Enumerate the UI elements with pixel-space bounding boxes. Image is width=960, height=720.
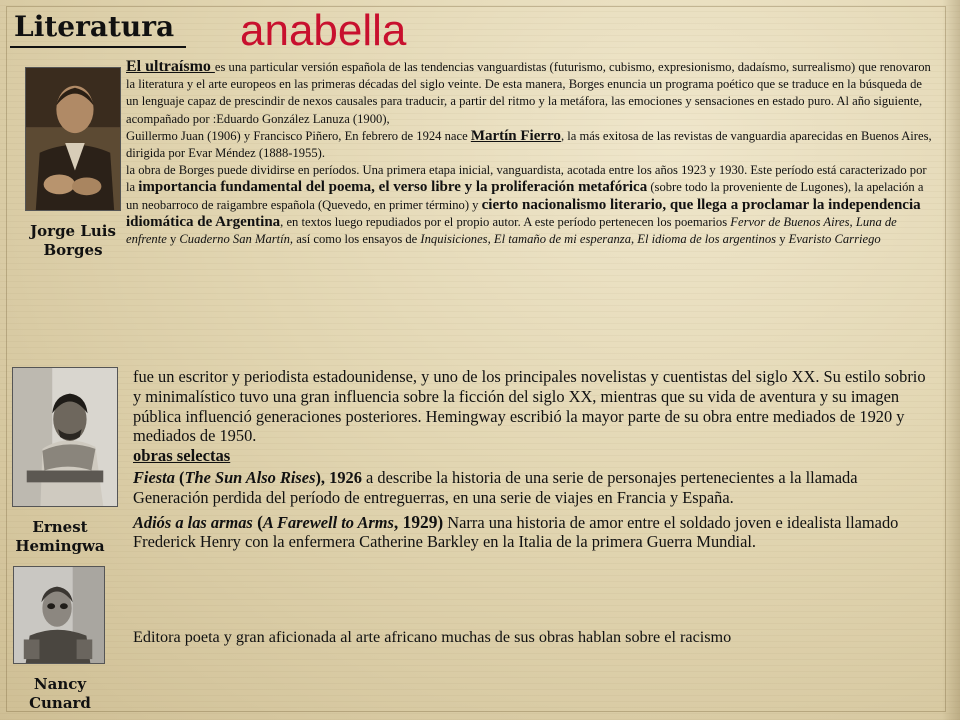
nancy-caption-line1: Nancy [33, 675, 87, 693]
nancy-caption [8, 675, 112, 713]
borges-work-title: Evaristo Carriego [788, 232, 881, 247]
author-name: anabella [240, 6, 407, 55]
borges-text-part: es una particular versión española de las tendencias vanguardistas (futurismo, cubismo, expresionismo, dadaísmo, surrealismo) que renovaron la literatura y el arte europeos en las primeras décadas del siglo veinte. De esta manera, Borges enuncia un programa poético que se traduce en la búsqueda de un lenguaje capaz de prescindir de nexos causales para traducir, a partir del ritmo y la metáfora, las emociones y sensaciones en estado puro. Al año siguiente, acompañado por :Eduardo González Lanuza (1900), [126, 60, 931, 126]
borges-work-title: Cuaderno San Martín, [179, 232, 294, 247]
work-title: Fiesta [133, 467, 175, 487]
borges-text-part: la obra de Borges puede dividirse en períodos. Una primera etapa inicial, vanguardista, acotada entre los años 1923 y 1930. Este período está caracterizado por la [126, 163, 927, 195]
hemingway-text [133, 367, 933, 552]
nancy-bio: Editora poeta y gran aficionada al arte africano muchas de sus obras hablan sobre el racismo [133, 628, 732, 646]
hemingway-work-fiesta [133, 468, 933, 508]
borges-highlight: importancia fundamental del poema, el verso libre y la proliferación metafórica [138, 179, 648, 196]
work-description: a describe la historia de una serie de personajes pertenecientes a la llamada Generación perdida del período de entreguerras, en una serie de viajes en Francia y España. [133, 467, 858, 507]
ultraismo-term: El ultraísmo [126, 58, 215, 75]
martin-fierro-term: Martín Fierro [470, 127, 561, 144]
work-description: Narra una historia de amor entre el soldado joven e idealista llamado Frederick Henry con la enfermera Catherine Barkley en la Italia de la primera Guerra Mundial. [133, 512, 899, 552]
work-paren: , 1929) [393, 511, 444, 532]
borges-text-part: , [631, 232, 638, 247]
borges-work-title: Inquisiciones, El tamaño de mi esperanza [420, 232, 631, 247]
nancy-caption-line2: Cunard [29, 694, 91, 712]
borges-caption-line1: Jorge Luis [30, 222, 116, 240]
work-paren: ( [252, 511, 263, 532]
borges-text-part: , en textos luego repudiados por el propio autor. A este período pertenecen los poemarios [280, 214, 731, 229]
work-original-title: The Sun Also Rises [184, 467, 316, 487]
work-original-title: A Farewell to Arms [262, 512, 394, 532]
borges-text-part: , la más exitosa de las revistas de vanguardia aparecidas en Buenos Aires, dirigida por Evar Méndez (1888-1955). [126, 128, 932, 161]
work-paren: ( [174, 467, 185, 487]
borges-caption-line2: Borges [43, 241, 103, 259]
obras-selectas-heading: obras selectas [133, 446, 231, 466]
work-paren: ), 1926 [315, 467, 362, 487]
hemingway-caption [8, 518, 112, 556]
section-title: Literatura [14, 10, 175, 43]
hemingway-photo [12, 367, 118, 507]
hemingway-caption-line1: Ernest [32, 518, 88, 536]
borges-highlight: cierto nacionalismo literario, que llega a proclamar la independencia idiomática de Argentina [126, 196, 921, 230]
borges-text [126, 58, 934, 248]
hemingway-work-adios [133, 513, 933, 553]
borges-work-title: Fervor de Buenos Aires, Luna de enfrente [126, 214, 897, 247]
borges-work-title: El idioma de los argentinos [637, 232, 777, 247]
section-title-underline [10, 46, 186, 48]
page-edge-shadow [942, 0, 960, 720]
hemingway-caption-line2: Hemingwa [15, 537, 105, 555]
borges-text-part: (sobre todo la proveniente de Lugones), la apelación a un neobarroco de raigambre española (Quevedo, en primer término) y [126, 180, 924, 212]
nancy-photo [13, 566, 105, 664]
borges-photo [25, 67, 121, 211]
work-title: Adiós a las armas [133, 512, 253, 532]
hemingway-bio: fue un escritor y periodista estadounidense, y uno de los principales novelistas y cuentistas del siglo XX. Su estilo sobrio y minimalístico tuvo una gran influencia sobre la ficción del siglo XX, mientras que su vida de aventura y su imagen pública influenció generaciones posteriores. Hemingway escribió la mayor parte de su obra entre mediados de 1920 y mediados de 1950. [133, 367, 926, 446]
borges-text-part: así como los ensayos de [293, 232, 421, 247]
borges-text-part: y [166, 232, 180, 247]
borges-text-part: Guillermo Juan (1906) y Francisco Piñero, En febrero de 1924 nace [126, 128, 471, 143]
borges-caption [24, 222, 122, 260]
borges-text-part: y [776, 232, 789, 247]
